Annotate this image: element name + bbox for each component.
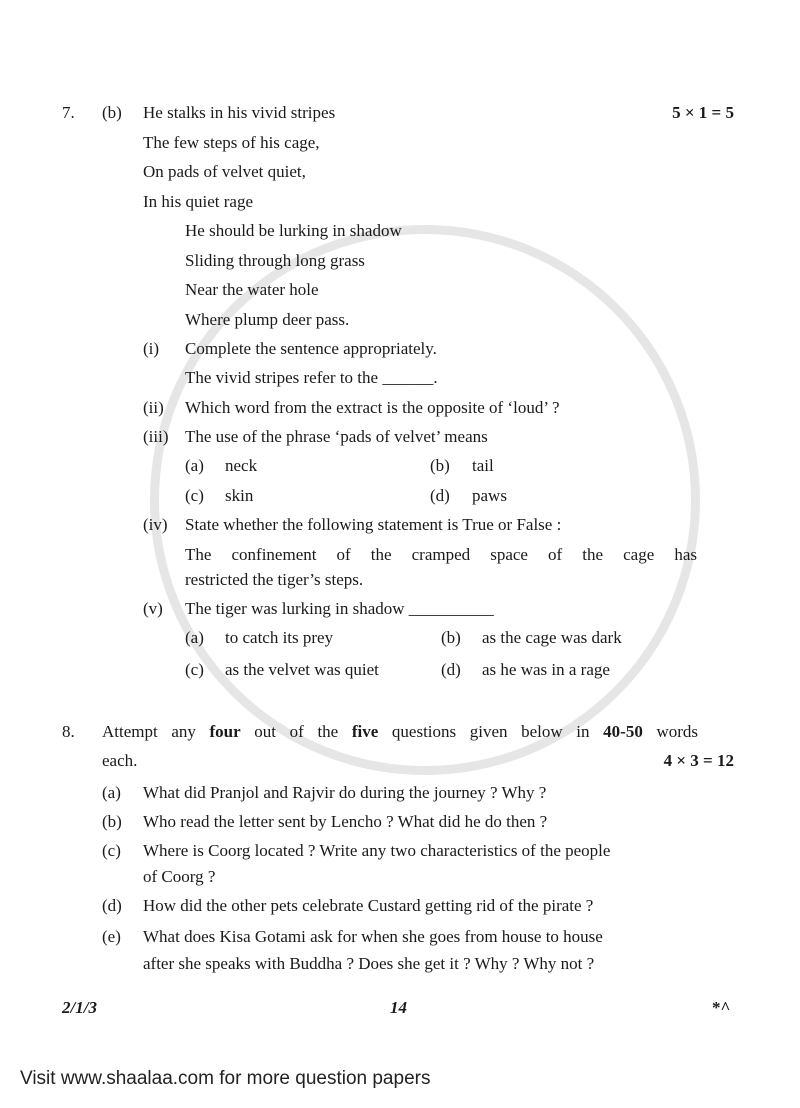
item-text: after she speaks with Buddha ? Does she get it ? Why ? Why not ? [143, 954, 595, 973]
sub-question-text: The use of the phrase ‘pads of velvet’ means [185, 427, 488, 446]
option-label: (b) [441, 628, 461, 647]
sub-question-label: (iii) [143, 427, 169, 446]
sub-question-text: The vivid stripes refer to the ______. [185, 368, 438, 387]
item-label: (d) [102, 896, 122, 915]
question-intro-line2: each. [102, 751, 138, 770]
item-text: of Coorg ? [143, 867, 216, 886]
sub-question-text: State whether the following statement is True or False : [185, 515, 562, 534]
item-text: What does Kisa Gotami ask for when she goes from house to house [143, 927, 603, 946]
option-label: (d) [441, 660, 461, 679]
option-text: neck [225, 456, 258, 475]
option-label: (c) [185, 660, 204, 679]
item-text: What did Pranjol and Rajvir do during the journey ? Why ? [143, 783, 547, 802]
sub-question-text: The tiger was lurking in shadow __________ [185, 599, 494, 618]
option-text: paws [472, 486, 507, 505]
sub-question-text: restricted the tiger’s steps. [185, 570, 364, 589]
item-text: Who read the letter sent by Lencho ? What did he do then ? [143, 812, 548, 831]
option-text: to catch its prey [225, 628, 334, 647]
sub-question-label: (v) [143, 599, 163, 618]
poem-line: Near the water hole [185, 280, 319, 299]
question-part: (b) [102, 103, 122, 122]
intro-text: Attempt any [102, 722, 210, 741]
option-label: (a) [185, 628, 204, 647]
banner-link[interactable]: Visit www.shaalaa.com for more question papers [20, 1068, 431, 1089]
footer-mark: *^ [712, 998, 731, 1017]
question-number: 7. [62, 103, 75, 122]
intro-text: words [642, 722, 699, 741]
option-text: skin [225, 486, 254, 505]
option-label: (c) [185, 486, 204, 505]
paper-code: 2/1/3 [62, 998, 97, 1017]
poem-line: Where plump deer pass. [185, 310, 350, 329]
option-text: as the cage was dark [482, 628, 622, 647]
item-text: How did the other pets celebrate Custard getting rid of the pirate ? [143, 896, 594, 915]
marks: 4 × 3 = 12 [663, 751, 734, 770]
poem-line: He stalks in his vivid stripes [143, 103, 336, 122]
intro-bold: 40-50 [603, 722, 643, 741]
item-label: (b) [102, 812, 122, 831]
sub-question-label: (iv) [143, 515, 168, 534]
sub-question-label: (ii) [143, 398, 164, 417]
sub-question-text: Which word from the extract is the opposite of ‘loud’ ? [185, 398, 560, 417]
item-label: (a) [102, 783, 121, 802]
poem-line: In his quiet rage [143, 192, 253, 211]
item-label: (e) [102, 927, 121, 946]
question-intro [102, 721, 698, 743]
intro-bold: five [351, 722, 379, 741]
option-label: (a) [185, 456, 204, 475]
marks: 5 × 1 = 5 [672, 103, 734, 122]
option-text: as the velvet was quiet [225, 660, 379, 679]
item-label: (c) [102, 841, 121, 860]
poem-line: He should be lurking in shadow [185, 221, 402, 240]
intro-text: out of the [240, 722, 352, 741]
item-text: Where is Coorg located ? Write any two characteristics of the people [143, 841, 611, 860]
option-label: (d) [430, 486, 450, 505]
sub-question-text: The confinement of the cramped space of the cage has [185, 545, 697, 564]
sub-question-text: Complete the sentence appropriately. [185, 339, 437, 358]
sub-question-label: (i) [143, 339, 160, 358]
question-number: 8. [62, 722, 75, 741]
intro-bold: four [209, 722, 241, 741]
option-text: tail [472, 456, 494, 475]
page-number: 14 [390, 998, 407, 1017]
poem-line: Sliding through long grass [185, 251, 365, 270]
poem-line: The few steps of his cage, [143, 133, 320, 152]
intro-text: questions given below in [378, 722, 604, 741]
option-text: as he was in a rage [482, 660, 610, 679]
poem-line: On pads of velvet quiet, [143, 162, 306, 181]
option-label: (b) [430, 456, 450, 475]
